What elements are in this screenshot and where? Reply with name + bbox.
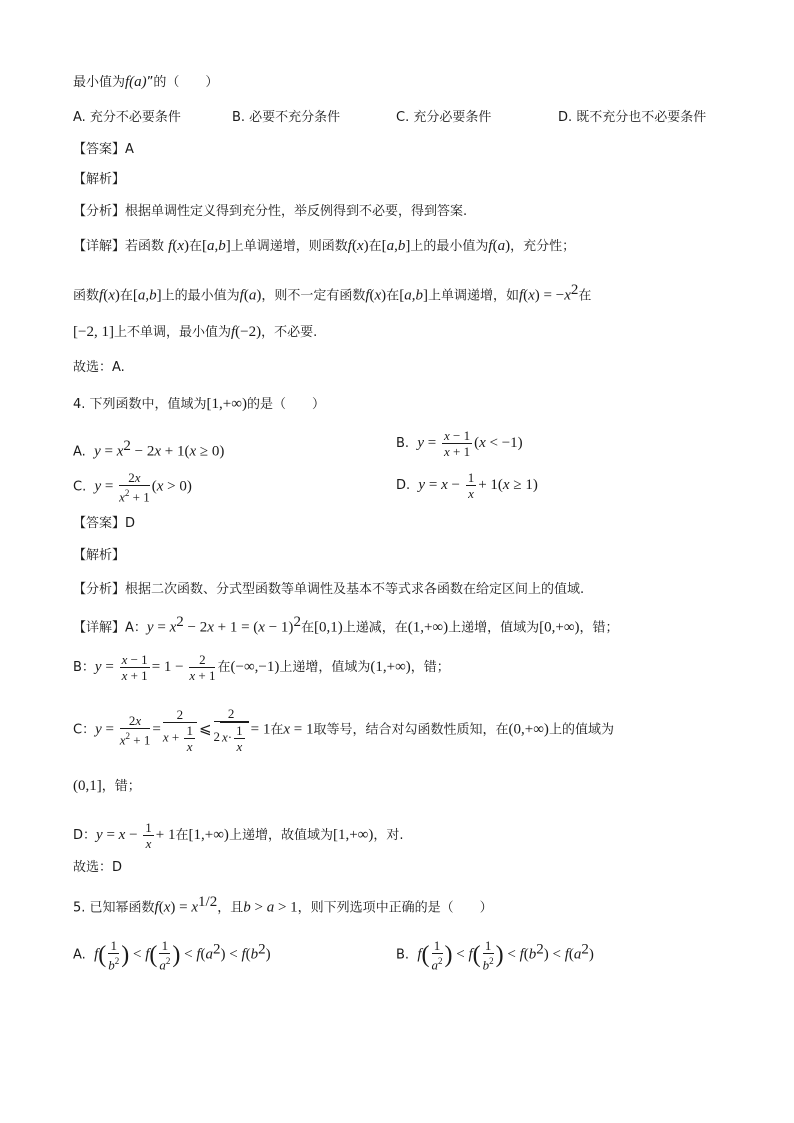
q3-detail-line-2: 函数f(x)在[a,b]上的最小值为f(a)，则不一定有函数f(x)在[a,b]上单调递增，如$f(x) = -x^2$在: [73, 282, 592, 304]
q4-fenxi: 【分析】根据二次函数、分式型函数等单调性及基本不等式求各函数在给定区间上的值域.: [73, 582, 585, 597]
q4-option-a: A. $y = x^2 - 2x + 1(x \ge 0)$: [73, 438, 225, 460]
q3-option-c: C. 充分必要条件: [396, 110, 492, 125]
q5-stem: 5. 已知幂函数$f(x) = x^{1/2}$，且b > a > 1，则下列选项中正确的是（ ）: [73, 894, 493, 916]
q4-analysis-heading: 【解析】: [73, 548, 126, 563]
q4-option-c: C. y = $\frac{2x}{x^2 + 1}$ (x > 0): [73, 470, 192, 505]
q3-option-d: D. 既不充分也不必要条件: [558, 110, 707, 125]
q5-option-a: A. f( $\frac{1}{b^2}$ ) < f( $\frac{1}{a^2}$ ) < $f(a^2) < f(b^2)$: [73, 938, 271, 973]
q3-option-a: A. 充分不必要条件: [73, 110, 181, 125]
q3-fenxi: 【分析】根据单调性定义得到充分性，举反例得到不必要，得到答案.: [73, 204, 468, 219]
q3-detail-line-1: 【详解】若函数 f(x)在[a,b]上单调递增，则函数f(x)在[a,b]上的最小值为f(a)，充分性；: [73, 238, 576, 254]
q4-option-d: D. y = x − $\frac{1}{x}$ + 1(x ≥ 1): [396, 470, 538, 501]
q4-detail-a: 【详解】A：$y = x^2 - 2x + 1 = (x - 1)^2$在[0,1)上递减，在(1,+∞)上递增，值域为[0,+∞)，错；: [73, 614, 619, 636]
q4-choose: 故选：D: [73, 860, 123, 875]
q4-detail-c-cont: (0,1]，错；: [73, 778, 141, 794]
q4-detail-b: B：y = $\frac{x - 1}{x + 1}$ = 1 − $\frac{2}{x + 1}$ 在(−∞,−1)上递增，值域为(1,+∞)，错；: [73, 652, 450, 683]
q4-answer: 【答案】D: [73, 516, 136, 531]
q3-analysis-heading: 【解析】: [73, 172, 126, 187]
q3-option-b: B. 必要不充分条件: [232, 110, 341, 125]
q4-stem: 4. 下列函数中，值域为[1,+∞)的是（ ）: [73, 396, 325, 412]
q4-detail-c: C：y = $\frac{2x}{x^2 + 1}$ = 2 x + $\frac{1}{x}$ ⩽ 2 2 x· $\frac{1}{x}$ = 1在x = 1取等号，结合对勾函数性质知，在(0,+∞)上的值域为: [73, 706, 614, 754]
q4-option-b: B. y = $\frac{x - 1}{x + 1}$ (x < −1): [396, 428, 523, 459]
q3-answer: 【答案】A: [73, 142, 134, 157]
q3-stem: 最小值为f(a)”的（ ）: [73, 74, 219, 90]
q3-choose: 故选：A.: [73, 360, 125, 375]
q4-detail-d: D：y = x − $\frac{1}{x}$ + 1在[1,+∞)上递增，故值域为[1,+∞)，对.: [73, 820, 404, 851]
q3-detail-line-3: [−2, 1]上不单调，最小值为f(−2)，不必要.: [73, 324, 318, 340]
q5-option-b: B. f( $\frac{1}{a^2}$ ) < f( $\frac{1}{b^2}$ ) < $f(b^2) < f(a^2)$: [396, 938, 594, 973]
